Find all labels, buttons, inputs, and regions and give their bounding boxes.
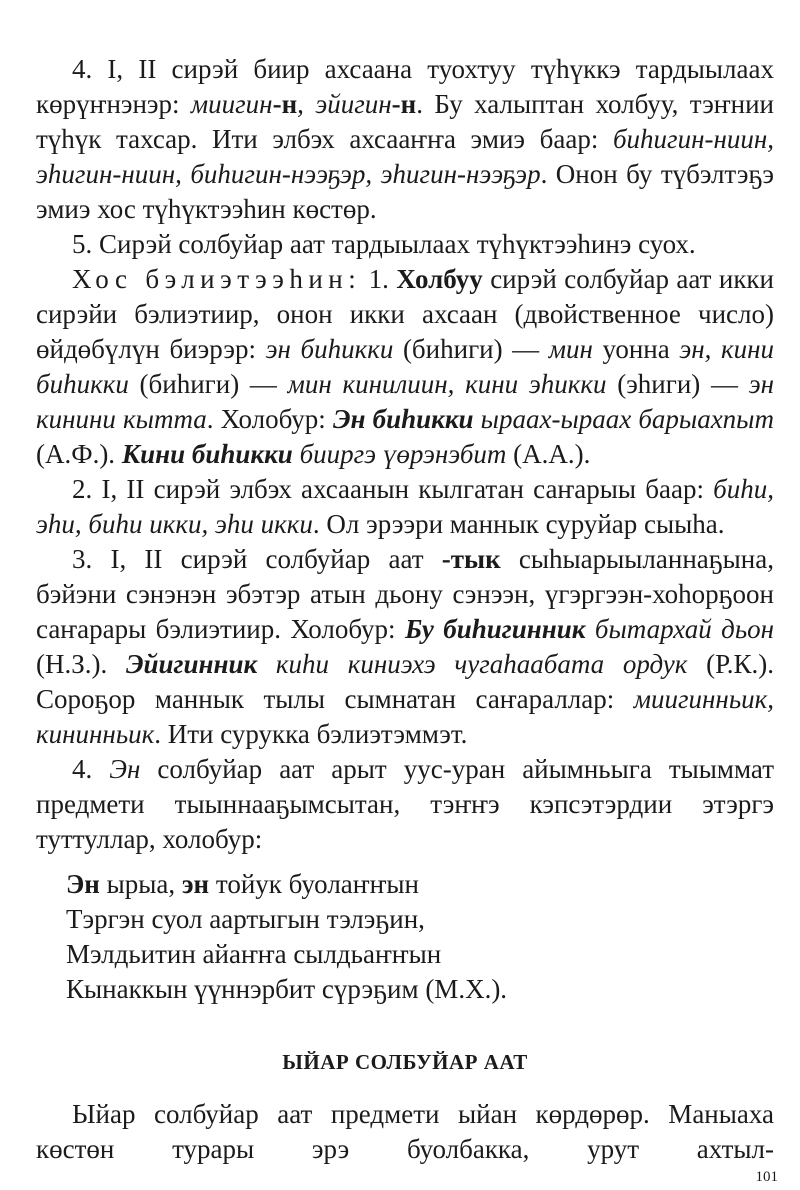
example: эн биһикки: [265, 334, 394, 364]
example: биһи, эһи, биһи икки, эһи икки: [36, 474, 774, 539]
quote: ыраах-ыраах барыахпыт: [473, 404, 774, 434]
poem-line: Кынаккын үүннэрбит сүрэҕим (М.Х.).: [66, 974, 508, 1004]
poem-line: Тэргэн суол аартыгын тэлэҕин,: [66, 904, 425, 934]
paragraph-notes-3: [36, 542, 774, 752]
text: (биһиги) —: [128, 369, 288, 399]
text: тойук буолаҥҥын: [209, 869, 420, 899]
example: эйигин: [315, 89, 392, 119]
text: 3. I, II сирэй солбуйар аат: [72, 544, 442, 574]
text: (эһиги) —: [606, 369, 749, 399]
quote: бытархай дьон: [585, 614, 774, 644]
text: сирэй солбуйар аат икки сирэйи бэлиэтиир, онон икки ахсаан (двойственное число) өйдөбүлүн биэрэр:: [36, 264, 775, 364]
quote-bold: Бу биһигинник: [405, 614, 586, 644]
text: 5. Сирэй солбуйар аат тардыылаах түһүктээһинэ суох.: [72, 229, 696, 259]
paragraph-rule-5: [36, 227, 774, 262]
text: солбуйар аат арыт уус-уран айымньыга тыыммат предмети тыыннааҕымсытан, тэҥҥэ кэпсэтэрдии этэргэ туттуллар, холобур:: [36, 754, 775, 854]
paragraph-notes-4: [36, 752, 774, 857]
source: (А.Ф.).: [36, 439, 122, 469]
page-body: [36, 52, 774, 1167]
example: миигинньик, кининньик: [36, 684, 774, 749]
text: ырыа,: [99, 869, 182, 899]
text: 1.: [361, 264, 397, 294]
example: эн, кини биһикки: [36, 334, 774, 399]
paragraph-section-intro: [36, 1097, 774, 1167]
poem-line: [66, 867, 774, 902]
poem-quote: [66, 867, 774, 1007]
example-list: биһигин-ниин, эһигин-ниин, биһигин-нээҕэр, эһигин-нээҕэр: [36, 124, 774, 189]
source: (Н.З.).: [36, 649, 126, 679]
notes-heading: Хос бэлиэтээһин:: [72, 264, 362, 294]
source: (Р.К.). Сороҕор маннык тылы сымнатан саҥараллар:: [36, 649, 774, 714]
suffix-bold: -н: [272, 89, 298, 119]
suffix-bold: -тык: [441, 544, 501, 574]
quote-bold: Эйигинник: [125, 649, 258, 679]
example: мин кинилиин, кини эһикки: [287, 369, 607, 399]
poem-line: Мэлдьитин айаҥҥа сылдьаҥҥын: [66, 939, 442, 969]
source: (А.А.).: [506, 439, 591, 469]
suffix-bold: -н: [391, 89, 417, 119]
page-number: 101: [755, 1169, 778, 1185]
text: 4. I, II сирэй биир ахсаана туохтуу түһүккэ тардыылаах көрүҥнэнэр:: [36, 54, 774, 119]
text: . Холобур:: [206, 404, 333, 434]
quote: киһи киниэхэ чугаһаабата ордук: [257, 649, 688, 679]
poem-bold: Эн: [66, 869, 100, 899]
text: Ыйар солбуйар аат предмети ыйан көрдөрөр. Маныаха көстөн турары эрэ буолбакка, урут ахтыл-: [36, 1099, 774, 1164]
quote: бииргэ үөрэнэбит: [292, 439, 507, 469]
text: . Ол эрээри маннык суруйар сыыһа.: [312, 509, 725, 539]
term-bold: Холбуу: [396, 264, 483, 294]
section-heading: ЫЙАР СОЛБУЙАР ААТ: [282, 1050, 528, 1074]
text: сыһыарыыланнаҕына, бэйэни сэнэнэн эбэтэр атын дьону сэнээн, үгэргээн-хоһорҕоон саҥарары бэлиэтиир. Холобур:: [36, 544, 774, 644]
paragraph-notes-2: [36, 472, 774, 542]
poem-bold: эн: [181, 869, 210, 899]
paragraph-case-forms: [36, 52, 774, 227]
text: уонна: [592, 334, 680, 364]
example: миигин: [190, 89, 273, 119]
text: . Бу халыптан холбуу, тэҥнии түһүк тахсар. Ити элбэх ахсааҥҥа эмиэ баар:: [36, 89, 774, 154]
text: 4.: [72, 754, 110, 784]
example: мин: [548, 334, 593, 364]
paragraph-notes-1: [36, 262, 774, 472]
text: . Онон бу түбэлтэҕэ эмиэ хос түһүктээһин көстөр.: [36, 159, 774, 224]
example: Эн: [109, 754, 141, 784]
quote-bold: Эн биһикки: [332, 404, 474, 434]
quote-bold: Кини биһикки: [121, 439, 293, 469]
text: 2. I, II сирэй элбэх ахсаанын кылгатан саҥарыы баар:: [72, 474, 714, 504]
example-text: [191, 89, 273, 119]
comma: ,: [297, 89, 316, 119]
example: эн кинини кытта: [36, 369, 774, 434]
text: (биһиги) —: [393, 334, 549, 364]
text: . Ити сурукка бэлиэтэммэт.: [154, 719, 468, 749]
